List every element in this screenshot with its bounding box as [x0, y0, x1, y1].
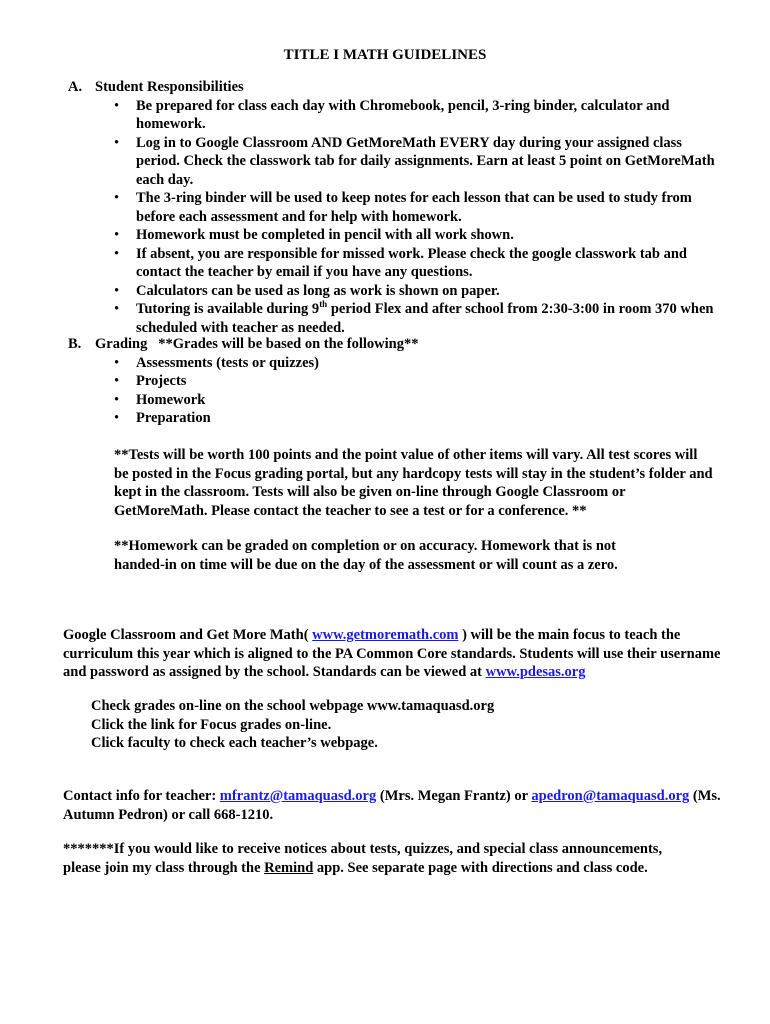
responsibilities-list	[68, 97, 728, 338]
main-focus-paragraph: Google Classroom and Get More Math( www.getmoremath.com ) will be the main focus to teach the curriculum this year which is aligned to the PA Common Core standards. Students will use their username and password as assigned by the school. Standards can be viewed at www.pdesas.org	[63, 627, 721, 680]
section-b-letter: B.	[68, 336, 82, 352]
grades-line: Click the link for Focus grades on-line.	[91, 716, 332, 733]
section-student-responsibilities	[68, 78, 728, 337]
tests-note: **Tests will be worth 100 points and the point value of other items will vary. All test scores will be posted in the Focus grading portal, but any hardcopy tests will stay in the student’s folder and kept in the classroom. Tests will also be given on-line through Google Classroom or GetMoreMath. Please contact the teacher to see a test or for a conference. **	[114, 447, 713, 519]
pdesas-link[interactable]: www.pdesas.org	[485, 664, 586, 680]
list-item: • Assessments (tests or quizzes)	[114, 354, 319, 371]
getmoremath-link[interactable]: www.getmoremath.com	[312, 627, 459, 643]
bullet-icon: •	[114, 245, 120, 262]
apedron-email-link[interactable]: apedron@tamaquasd.org	[531, 788, 690, 804]
section-b-heading	[68, 335, 728, 354]
list-item: • If absent, you are responsible for missed work. Please check the google classwork tab and contact the teacher by email if you have any questions.	[114, 245, 687, 280]
bullet-icon: •	[114, 97, 120, 114]
list-item: • Homework must be completed in pencil with all work shown.	[114, 227, 514, 243]
grades-line: Check grades on-line on the school webpage www.tamaquasd.org	[91, 698, 495, 714]
mfrantz-email-link[interactable]: mfrantz@tamaquasd.org	[219, 788, 377, 804]
check-grades-block	[91, 697, 711, 753]
bullet-icon: •	[114, 373, 120, 389]
bullet-icon: •	[114, 134, 120, 151]
contact-info: Contact info for teacher: mfrantz@tamaquasd.org (Mrs. Megan Frantz) or apedron@tamaquasd.org (Ms. Autumn Pedron) or call 668-1210.	[63, 788, 721, 823]
list-item: • Homework	[114, 391, 206, 408]
bullet-icon: •	[114, 410, 120, 426]
bullet-icon: •	[114, 190, 120, 206]
bullet-icon: •	[114, 282, 120, 299]
list-item: • Log in to Google Classroom AND GetMoreMath EVERY day during your assigned class period. Check the classwork tab for daily assignments. Earn at least 5 point on GetMoreMath each day.	[114, 134, 715, 188]
list-item-tutoring: • Tutoring is available during 9th period Flex and after school from 2:30-3:00 in room 370 when scheduled with teacher as needed.	[114, 299, 714, 336]
section-a-title: Student Responsibilities	[95, 79, 244, 95]
remind-notice: *******If you would like to receive notices about tests, quizzes, and special class announcements, please join my class through the Remind app. See separate page with directions and class code.	[63, 841, 663, 876]
section-b-title: Grading **Grades will be based on the following**	[95, 336, 419, 352]
homework-note: **Homework can be graded on completion or on accuracy. Homework that is not handed-in on time will be due on the day of the assessment or will count as a zero.	[114, 538, 618, 573]
page-title: TITLE I MATH GUIDELINES	[283, 47, 487, 63]
bullet-icon: •	[114, 391, 120, 408]
section-a-heading	[68, 78, 728, 97]
grades-line: Click faculty to check each teacher’s webpage.	[91, 735, 378, 751]
section-grading	[68, 335, 728, 428]
bullet-icon: •	[114, 301, 120, 317]
section-a-letter: A.	[68, 79, 83, 95]
list-item: • Be prepared for class each day with Chromebook, pencil, 3-ring binder, calculator and homework.	[114, 97, 670, 132]
bullet-icon: •	[114, 354, 120, 371]
list-item: • Projects	[114, 373, 187, 389]
list-item: • Calculators can be used as long as work is shown on paper.	[114, 282, 500, 299]
remind-app-name: Remind	[264, 859, 314, 876]
list-item: • The 3-ring binder will be used to keep notes for each lesson that can be used to study from before each assessment and for help with homework.	[114, 190, 692, 225]
list-item: • Preparation	[114, 410, 211, 426]
bullet-icon: •	[114, 227, 120, 243]
grading-list	[68, 354, 728, 428]
